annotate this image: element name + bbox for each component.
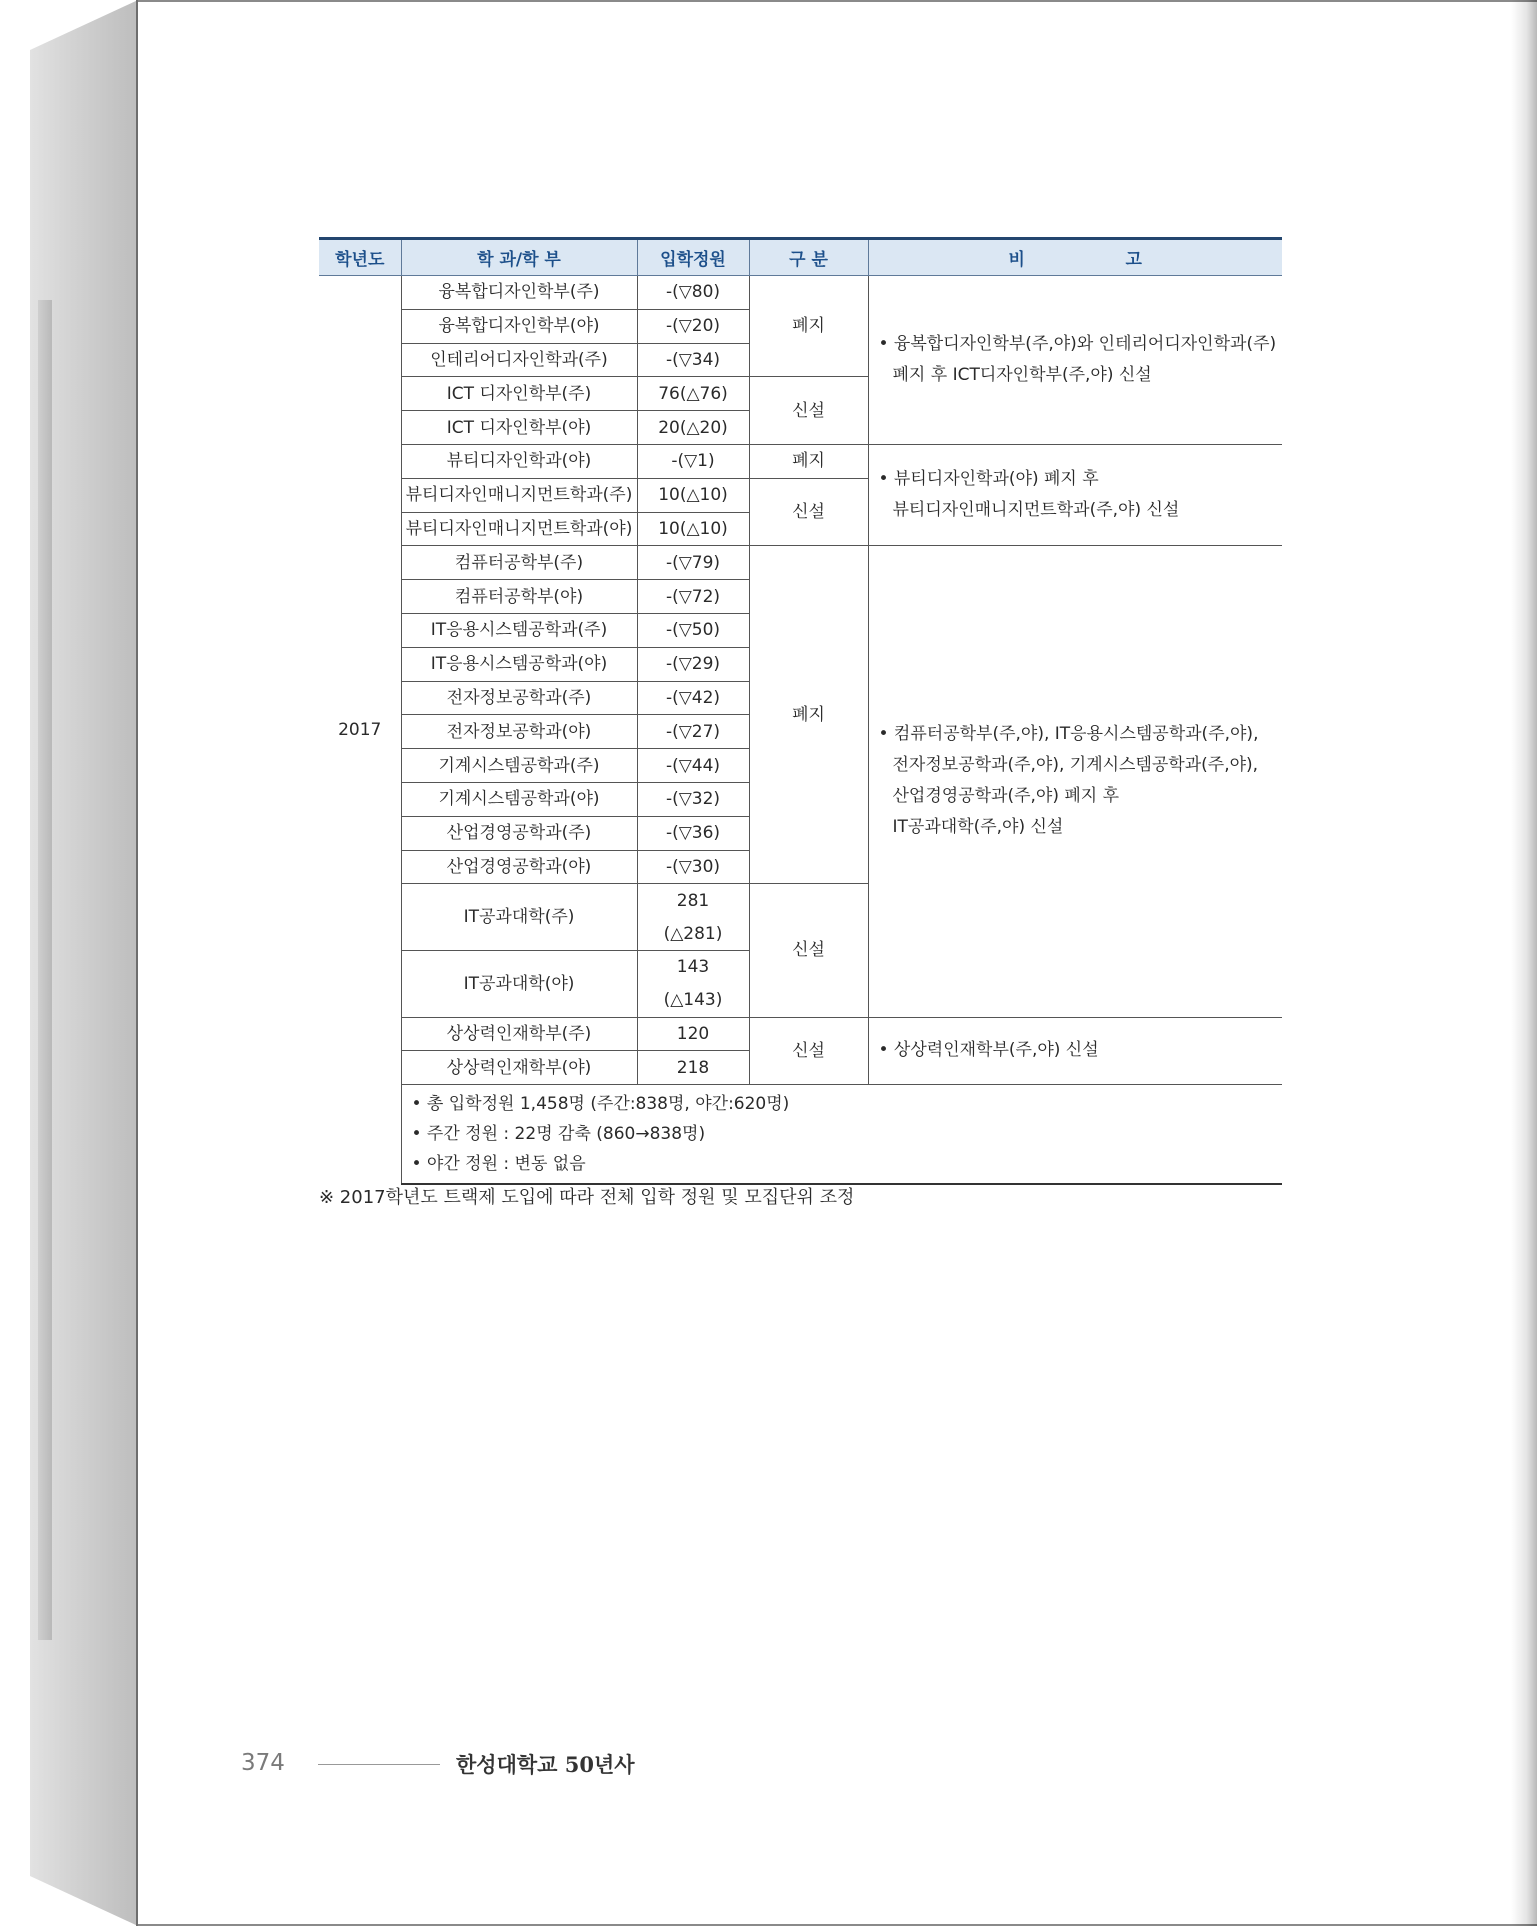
footer-divider: [318, 1764, 440, 1765]
summary-line: • 총 입학정원 1,458명 (주간:838명, 야간:620명): [411, 1094, 790, 1115]
dept-cell: 뷰티디자인학과(야): [401, 444, 637, 478]
quota-cell: -(▽80): [637, 276, 749, 310]
division-cell: 폐지: [749, 444, 868, 478]
quota-cell: -(▽42): [637, 681, 749, 715]
quota-cell: 10(△10): [637, 478, 749, 512]
book-spine-edge: [30, 0, 138, 1926]
dept-cell: 산업경영공학과(주): [401, 816, 637, 850]
dept-cell: 인테리어디자인학과(주): [401, 343, 637, 377]
quota-cell: -(▽20): [637, 309, 749, 343]
table-footnote: ※ 2017학년도 트랙제 도입에 따라 전체 입학 정원 및 모집단위 조정: [319, 1187, 855, 1208]
dept-cell: IT응용시스템공학과(야): [401, 647, 637, 681]
dept-cell: 상상력인재학부(주): [401, 1017, 637, 1051]
remarks-line: IT공과대학(주,야) 신설: [892, 817, 1064, 838]
quota-cell: 76(△76): [637, 377, 749, 411]
summary-cell: [401, 1085, 1282, 1185]
remarks-cell: [868, 546, 1282, 1017]
header-quota: 입학정원: [637, 239, 749, 276]
division-cell: 신설: [749, 884, 868, 1017]
dept-cell: 컴퓨터공학부(야): [401, 580, 637, 614]
remarks-line: 전자정보공학과(주,야), 기계시스템공학과(주,야),: [892, 755, 1259, 776]
quota-cell: -(▽32): [637, 782, 749, 816]
quota-cell: 20(△20): [637, 411, 749, 445]
dept-cell: 산업경영공학과(야): [401, 850, 637, 884]
quota-cell: -(▽36): [637, 816, 749, 850]
table-row: [319, 444, 1282, 478]
table-header-row: [319, 239, 1282, 276]
remarks-cell: [868, 444, 1282, 545]
page-left-edge: [136, 0, 138, 1926]
dept-cell: IT공과대학(야): [401, 950, 637, 1017]
quota-cell: -(▽44): [637, 749, 749, 783]
quota-cell: 281: [637, 884, 749, 917]
table-row: [319, 546, 1282, 580]
quota-cell: (△281): [637, 917, 749, 950]
admission-quota-table: [319, 237, 1282, 1185]
division-cell: 폐지: [749, 276, 868, 377]
remarks-cell: • 상상력인재학부(주,야) 신설: [868, 1017, 1282, 1085]
remarks-line: 폐지 후 ICT디자인학부(주,야) 신설: [892, 364, 1152, 385]
summary-row: [319, 1085, 1282, 1185]
division-cell: 신설: [749, 377, 868, 445]
summary-line: • 야간 정원 : 변동 없음: [411, 1154, 586, 1175]
spine-stripe: [38, 300, 52, 1640]
remarks-line: 뷰티디자인매니지먼트학과(주,야) 신설: [892, 500, 1180, 521]
dept-cell: ICT 디자인학부(야): [401, 411, 637, 445]
dept-cell: 융복합디자인학부(주): [401, 276, 637, 310]
division-cell: 신설: [749, 478, 868, 546]
page-top-edge: [138, 0, 1537, 2]
page-right-shadow: [1511, 0, 1537, 1926]
dept-cell: ICT 디자인학부(주): [401, 377, 637, 411]
remarks-line: 산업경영공학과(주,야) 폐지 후: [892, 786, 1120, 807]
dept-cell: 뷰티디자인매니지먼트학과(주): [401, 478, 637, 512]
division-cell: 폐지: [749, 546, 868, 884]
dept-cell: 기계시스템공학과(주): [401, 749, 637, 783]
quota-cell: -(▽30): [637, 850, 749, 884]
header-department: 학 과/학 부: [401, 239, 637, 276]
quota-cell: -(▽1): [637, 444, 749, 478]
quota-cell: -(▽27): [637, 715, 749, 749]
remarks-line: • 컴퓨터공학부(주,야), IT응용시스템공학과(주,야),: [878, 724, 1259, 745]
dept-cell: 컴퓨터공학부(주): [401, 546, 637, 580]
dept-cell: 뷰티디자인매니지먼트학과(야): [401, 512, 637, 546]
dept-cell: 상상력인재학부(야): [401, 1051, 637, 1085]
quota-cell: 120: [637, 1017, 749, 1051]
remarks-line: • 뷰티디자인학과(야) 폐지 후: [878, 469, 1099, 490]
remarks-line: • 융복합디자인학부(주,야)와 인테리어디자인학과(주): [878, 333, 1277, 354]
quota-cell: -(▽34): [637, 343, 749, 377]
quota-cell: 218: [637, 1051, 749, 1085]
quota-cell: -(▽29): [637, 647, 749, 681]
dept-cell: 전자정보공학과(주): [401, 681, 637, 715]
quota-cell: (△143): [637, 984, 749, 1017]
dept-cell: IT응용시스템공학과(주): [401, 613, 637, 647]
header-remarks: 비 고: [868, 239, 1282, 276]
table-row: [319, 1017, 1282, 1051]
header-division: 구 분: [749, 239, 868, 276]
quota-cell: 10(△10): [637, 512, 749, 546]
dept-cell: 기계시스템공학과(야): [401, 782, 637, 816]
header-year: 학년도: [319, 239, 401, 276]
table-row: [319, 276, 1282, 310]
remarks-cell: [868, 276, 1282, 445]
quota-cell: -(▽79): [637, 546, 749, 580]
quota-cell: 143: [637, 950, 749, 983]
dept-cell: IT공과대학(주): [401, 884, 637, 951]
book-title: 한성대학교 50년사: [456, 1752, 635, 1777]
quota-cell: -(▽72): [637, 580, 749, 614]
dept-cell: 융복합디자인학부(야): [401, 309, 637, 343]
quota-cell: -(▽50): [637, 613, 749, 647]
division-cell: 신설: [749, 1017, 868, 1085]
year-cell: 2017: [319, 276, 401, 1185]
page-number: 374: [241, 1750, 285, 1776]
summary-line: • 주간 정원 : 22명 감축 (860→838명): [411, 1124, 706, 1145]
dept-cell: 전자정보공학과(야): [401, 715, 637, 749]
